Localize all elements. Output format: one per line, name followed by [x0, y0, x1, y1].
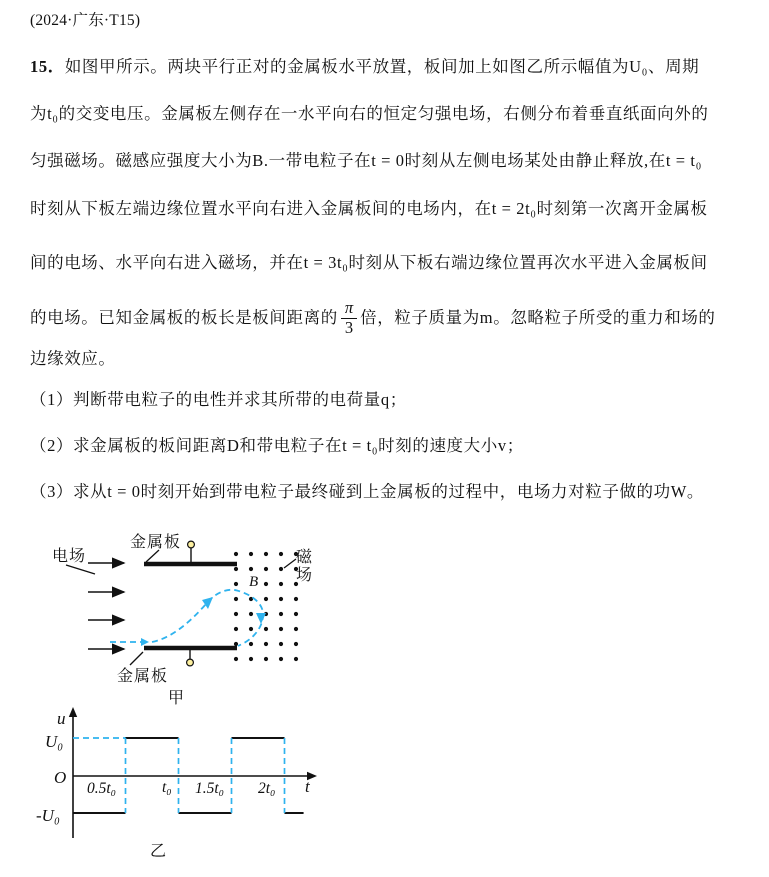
trajectory-curve [152, 590, 263, 646]
field-dot [249, 657, 253, 661]
top-terminal-circle [188, 541, 195, 548]
problem-line-2: 为t₀的交变电压。金属板左侧存在一水平向右的恒定匀强电场，右侧分布着垂直纸面向外的 [30, 104, 709, 123]
field-dot [294, 657, 298, 661]
tick-1.5t0: 1.5t₀ [195, 780, 225, 797]
field-dot [234, 612, 238, 616]
magnetic-field-label-char2: 场 [296, 567, 314, 584]
magnetic-field-dots [234, 552, 298, 661]
top-plate-leader-line [146, 550, 159, 562]
field-dot [294, 627, 298, 631]
fraction-pi-over-3 [341, 299, 357, 336]
field-dot [234, 597, 238, 601]
field-dot [234, 552, 238, 556]
fraction-denominator: 3 [344, 317, 354, 337]
y-axis-arrowhead [69, 707, 77, 717]
figure-jia-diagram [35, 528, 335, 710]
figure-jia-caption: 甲 [168, 690, 186, 707]
figure-yi-graph [30, 700, 330, 872]
field-dot [234, 567, 238, 571]
flux-density-label: B [249, 574, 259, 590]
magnetic-field-label-char1: 磁 [296, 549, 314, 566]
field-dot [294, 597, 298, 601]
question-2: （2）求金属板的板间距离D和带电粒子在t = t₀时刻的速度大小v； [30, 436, 524, 455]
field-dot [249, 642, 253, 646]
field-dot [249, 552, 253, 556]
electric-field-label: 电场 [52, 548, 87, 565]
y-negative-value-label: -U₀ [36, 806, 60, 825]
field-dot [294, 642, 298, 646]
particle-trajectory [110, 590, 266, 646]
field-dot [279, 642, 283, 646]
y-positive-value-label: U₀ [45, 732, 64, 751]
bottom-terminal-circle [187, 659, 194, 666]
problem-line-7: 边缘效应。 [30, 349, 116, 368]
problem-number: 15． [30, 57, 65, 76]
problem-line-3: 匀强磁场。磁感应强度大小为B.一带电粒子在t = 0时刻从左侧电场某处由静止释放,在t = t₀ [30, 151, 702, 170]
field-dot [294, 612, 298, 616]
y-axis-label: u [57, 709, 66, 728]
electric-field-leader-line [66, 565, 95, 574]
field-dot [279, 582, 283, 586]
problem-line-6: 的电场。已知金属板的板长是板间距离的 $\frac{\pi}{3}$ 倍，粒子质量为m。忽略粒子所受的重力和场的 [30, 298, 716, 337]
x-axis-label: t [305, 777, 310, 796]
question-3: （3）求从t = 0时刻开始到带电粒子最终碰到上金属板的过程中，电场力对粒子做的功W。 [30, 482, 705, 501]
field-dot [279, 552, 283, 556]
tick-t0: t₀ [162, 779, 172, 796]
top-plate-label: 金属板 [130, 534, 182, 551]
field-dot [249, 567, 253, 571]
field-dot [279, 567, 283, 571]
field-dot [234, 582, 238, 586]
field-dot [249, 627, 253, 631]
bottom-plate-leader-line [130, 652, 143, 665]
electric-field-arrows [88, 563, 124, 649]
trajectory-arrowhead-right [141, 638, 149, 646]
field-dot [264, 627, 268, 631]
field-dot [264, 552, 268, 556]
problem-line-4: 时刻从下板左端边缘位置水平向右进入金属板间的电场内，在t = 2t₀时刻第一次离开金属板 [30, 199, 708, 218]
field-dot [264, 582, 268, 586]
problem-line-1: 15．如图甲所示。两块平行正对的金属板水平放置，板间加上如图乙所示幅值为U₀、周期 [30, 57, 700, 76]
source-tag: (2024·广东·T15) [30, 12, 141, 29]
field-dot [249, 612, 253, 616]
tick-0.5t0: 0.5t₀ [87, 780, 117, 797]
figure-yi-caption: 乙 [150, 843, 168, 860]
field-dot [264, 597, 268, 601]
field-dot [264, 642, 268, 646]
fraction-numerator: π [341, 299, 357, 318]
bottom-plate-label: 金属板 [117, 668, 169, 685]
field-dot [264, 567, 268, 571]
field-dot [264, 657, 268, 661]
field-dot [279, 627, 283, 631]
field-dot [279, 612, 283, 616]
tick-2t0: 2t₀ [258, 780, 276, 797]
trajectory-arrowhead-down [256, 613, 266, 624]
field-dot [234, 657, 238, 661]
field-dot [249, 597, 253, 601]
field-dot [234, 627, 238, 631]
problem-line-5: 间的电场、水平向右进入磁场，并在t = 3t₀时刻从下板右端边缘位置再次水平进入金属板间 [30, 253, 708, 272]
field-dot [234, 642, 238, 646]
magnetic-field-leader-line [284, 559, 296, 568]
question-1: （1）判断带电粒子的电性并求其所带的电荷量q； [30, 390, 407, 409]
field-dot [279, 597, 283, 601]
field-dot [279, 657, 283, 661]
origin-label: O [54, 768, 67, 787]
